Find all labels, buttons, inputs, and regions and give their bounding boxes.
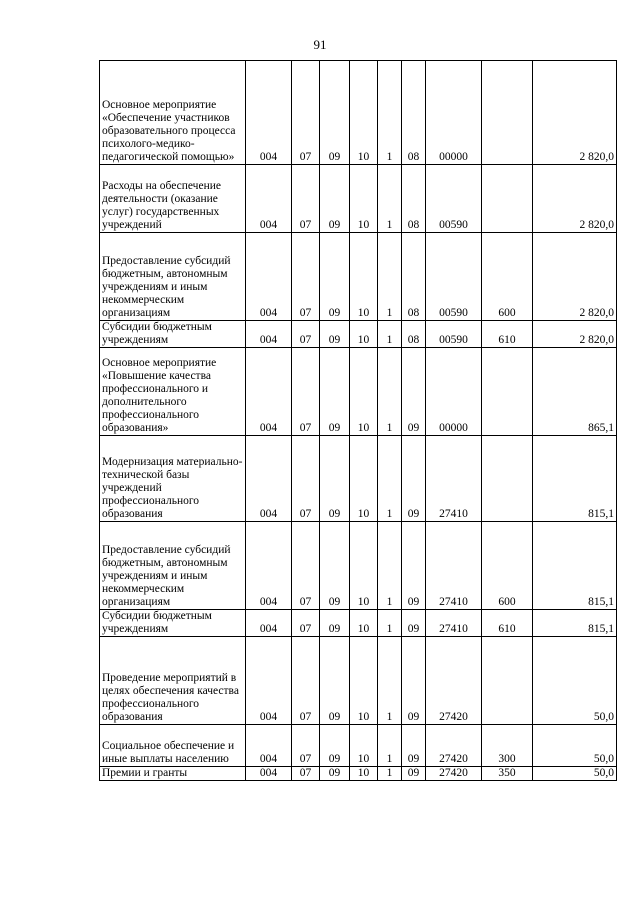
measure-code-cell: 08 (402, 233, 426, 321)
subprogram-code-cell: 1 (378, 637, 402, 725)
measure-code-cell: 09 (402, 610, 426, 637)
subsection-code-cell: 09 (320, 610, 350, 637)
direction-code-cell: 00000 (426, 61, 482, 165)
program-code-cell: 10 (350, 767, 378, 781)
ved-code-cell: 004 (246, 725, 292, 767)
amount-cell: 815,1 (533, 610, 617, 637)
direction-code-cell: 00590 (426, 233, 482, 321)
program-code-cell: 10 (350, 725, 378, 767)
row-name-cell: Основное мероприятие «Обеспечение участников образовательного процесса психолого-медико-педагогической помощью» (100, 61, 246, 165)
measure-code-cell: 09 (402, 637, 426, 725)
expense-type-cell (482, 436, 533, 522)
table-row (100, 436, 617, 522)
measure-code-cell: 08 (402, 165, 426, 233)
subprogram-code-cell: 1 (378, 610, 402, 637)
amount-cell: 815,1 (533, 522, 617, 610)
direction-code-cell: 27410 (426, 610, 482, 637)
table-row (100, 637, 617, 725)
expense-type-cell (482, 637, 533, 725)
expense-type-cell (482, 61, 533, 165)
subprogram-code-cell: 1 (378, 725, 402, 767)
table-row (100, 522, 617, 610)
section-code-cell: 07 (292, 436, 320, 522)
direction-code-cell: 00590 (426, 321, 482, 348)
section-code-cell: 07 (292, 637, 320, 725)
table-row (100, 321, 617, 348)
subprogram-code-cell: 1 (378, 233, 402, 321)
measure-code-cell: 09 (402, 348, 426, 436)
program-code-cell: 10 (350, 321, 378, 348)
row-name-cell: Премии и гранты (100, 767, 246, 781)
direction-code-cell: 27420 (426, 767, 482, 781)
table-row (100, 725, 617, 767)
program-code-cell: 10 (350, 348, 378, 436)
section-code-cell: 07 (292, 610, 320, 637)
table-row (100, 767, 617, 781)
amount-cell: 50,0 (533, 725, 617, 767)
expense-type-cell: 600 (482, 522, 533, 610)
ved-code-cell: 004 (246, 61, 292, 165)
measure-code-cell: 09 (402, 522, 426, 610)
direction-code-cell: 27410 (426, 436, 482, 522)
direction-code-cell: 27420 (426, 637, 482, 725)
ved-code-cell: 004 (246, 637, 292, 725)
table-row (100, 348, 617, 436)
amount-cell: 2 820,0 (533, 233, 617, 321)
program-code-cell: 10 (350, 61, 378, 165)
expense-type-cell: 600 (482, 233, 533, 321)
direction-code-cell: 00590 (426, 165, 482, 233)
direction-code-cell: 27410 (426, 522, 482, 610)
ved-code-cell: 004 (246, 522, 292, 610)
row-name-cell: Расходы на обеспечение деятельности (оказание услуг) государственных учреждений (100, 165, 246, 233)
section-code-cell: 07 (292, 165, 320, 233)
subsection-code-cell: 09 (320, 637, 350, 725)
amount-cell: 2 820,0 (533, 321, 617, 348)
table-row (100, 165, 617, 233)
amount-cell: 50,0 (533, 637, 617, 725)
program-code-cell: 10 (350, 233, 378, 321)
ved-code-cell: 004 (246, 165, 292, 233)
program-code-cell: 10 (350, 522, 378, 610)
direction-code-cell: 00000 (426, 348, 482, 436)
expense-type-cell: 610 (482, 321, 533, 348)
section-code-cell: 07 (292, 522, 320, 610)
program-code-cell: 10 (350, 610, 378, 637)
section-code-cell: 07 (292, 321, 320, 348)
subprogram-code-cell: 1 (378, 321, 402, 348)
subsection-code-cell: 09 (320, 436, 350, 522)
subprogram-code-cell: 1 (378, 348, 402, 436)
subprogram-code-cell: 1 (378, 165, 402, 233)
ved-code-cell: 004 (246, 233, 292, 321)
measure-code-cell: 09 (402, 767, 426, 781)
subprogram-code-cell: 1 (378, 436, 402, 522)
measure-code-cell: 08 (402, 61, 426, 165)
amount-cell: 865,1 (533, 348, 617, 436)
ved-code-cell: 004 (246, 348, 292, 436)
program-code-cell: 10 (350, 165, 378, 233)
row-name-cell: Субсидии бюджетным учреждениям (100, 321, 246, 348)
expense-type-cell: 610 (482, 610, 533, 637)
row-name-cell: Модернизация материально-технической базы учреждений профессионального образования (100, 436, 246, 522)
section-code-cell: 07 (292, 725, 320, 767)
amount-cell: 50,0 (533, 767, 617, 781)
measure-code-cell: 09 (402, 436, 426, 522)
subsection-code-cell: 09 (320, 165, 350, 233)
amount-cell: 2 820,0 (533, 165, 617, 233)
ved-code-cell: 004 (246, 767, 292, 781)
table-row (100, 61, 617, 165)
row-name-cell: Субсидии бюджетным учреждениям (100, 610, 246, 637)
ved-code-cell: 004 (246, 610, 292, 637)
subprogram-code-cell: 1 (378, 522, 402, 610)
page-number: 91 (313, 37, 327, 52)
subsection-code-cell: 09 (320, 767, 350, 781)
section-code-cell: 07 (292, 61, 320, 165)
subprogram-code-cell: 1 (378, 61, 402, 165)
expense-type-cell (482, 348, 533, 436)
program-code-cell: 10 (350, 637, 378, 725)
subsection-code-cell: 09 (320, 725, 350, 767)
table-body (100, 61, 617, 781)
row-name-cell: Предоставление субсидий бюджетным, автономным учреждениям и иным некоммерческим организациям (100, 522, 246, 610)
amount-cell: 815,1 (533, 436, 617, 522)
ved-code-cell: 004 (246, 436, 292, 522)
subsection-code-cell: 09 (320, 61, 350, 165)
section-code-cell: 07 (292, 767, 320, 781)
row-name-cell: Предоставление субсидий бюджетным, автономным учреждениям и иным некоммерческим организациям (100, 233, 246, 321)
expense-type-cell: 350 (482, 767, 533, 781)
subprogram-code-cell: 1 (378, 767, 402, 781)
row-name-cell: Социальное обеспечение и иные выплаты населению (100, 725, 246, 767)
expense-type-cell (482, 165, 533, 233)
measure-code-cell: 08 (402, 321, 426, 348)
table-row (100, 610, 617, 637)
program-code-cell: 10 (350, 436, 378, 522)
measure-code-cell: 09 (402, 725, 426, 767)
budget-table (99, 60, 617, 781)
row-name-cell: Основное мероприятие «Повышение качества профессионального и дополнительного профессионального образования» (100, 348, 246, 436)
expense-type-cell: 300 (482, 725, 533, 767)
table-row (100, 233, 617, 321)
subsection-code-cell: 09 (320, 321, 350, 348)
row-name-cell: Проведение мероприятий в целях обеспечения качества профессионального образования (100, 637, 246, 725)
subsection-code-cell: 09 (320, 348, 350, 436)
amount-cell: 2 820,0 (533, 61, 617, 165)
subsection-code-cell: 09 (320, 522, 350, 610)
direction-code-cell: 27420 (426, 725, 482, 767)
ved-code-cell: 004 (246, 321, 292, 348)
section-code-cell: 07 (292, 348, 320, 436)
section-code-cell: 07 (292, 233, 320, 321)
subsection-code-cell: 09 (320, 233, 350, 321)
